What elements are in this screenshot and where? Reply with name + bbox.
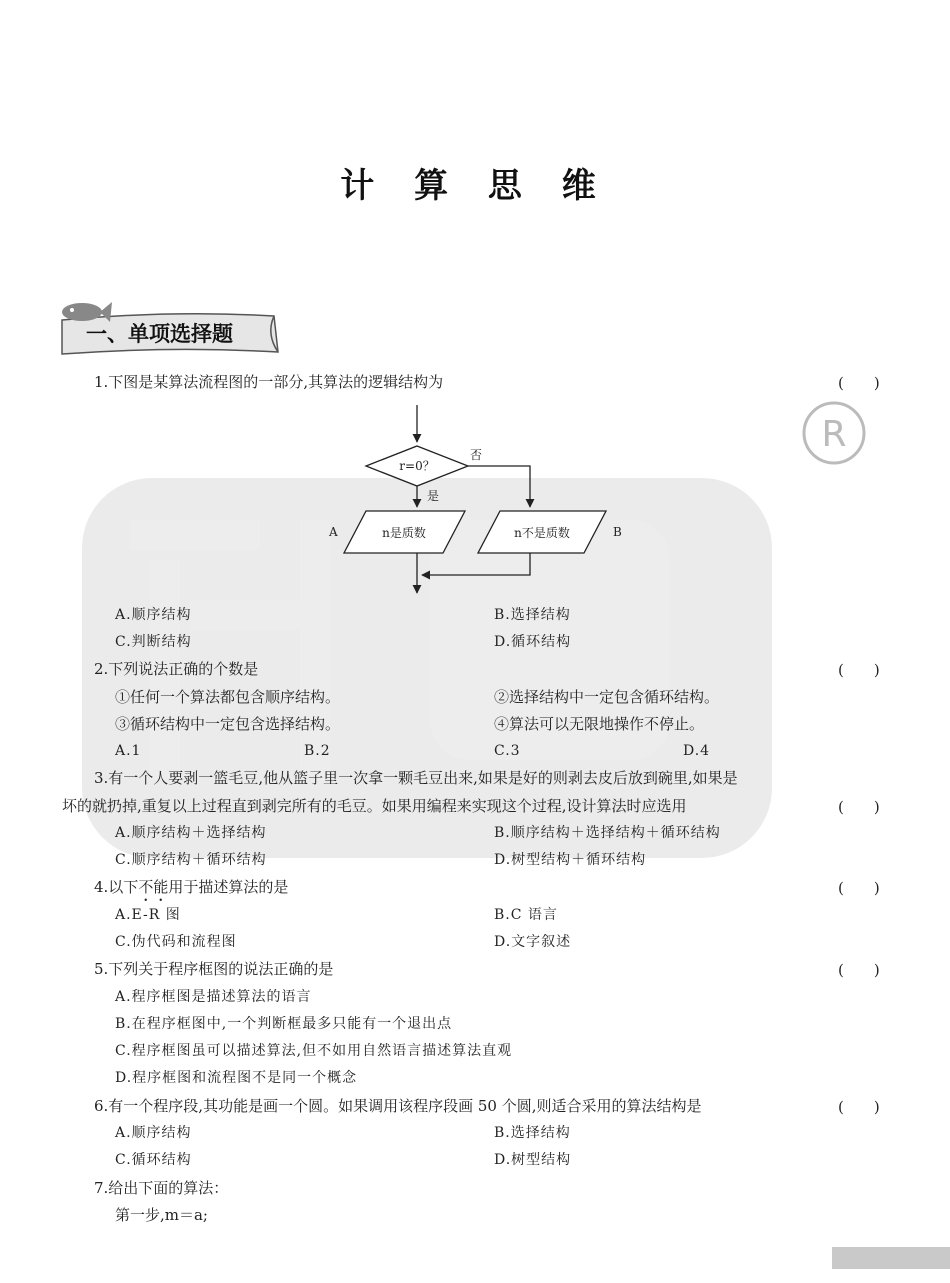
section-heading: 一、单项选择题 bbox=[86, 322, 233, 346]
q6-option-a: A.顺序结构 bbox=[115, 1125, 192, 1141]
q1-option-d: D.循环结构 bbox=[494, 634, 572, 650]
q4-stem bbox=[94, 877, 288, 905]
no-label: 否 bbox=[470, 448, 483, 462]
q3-option-c: C.顺序结构＋循环结构 bbox=[115, 852, 267, 868]
q2-stem: 2.下列说法正确的个数是 bbox=[94, 660, 259, 678]
right-box-label: n不是质数 bbox=[514, 526, 570, 540]
q2-option-d: D.4 bbox=[683, 743, 711, 759]
left-box-label: n是质数 bbox=[382, 526, 426, 540]
q2-statement-2: ②选择结构中一定包含循环结构。 bbox=[494, 688, 720, 706]
q3-option-d: D.树型结构＋循环结构 bbox=[494, 852, 647, 868]
yes-label: 是 bbox=[427, 489, 440, 503]
q6-option-d: D.树型结构 bbox=[494, 1152, 572, 1168]
label-b: B bbox=[613, 525, 622, 539]
q1-option-a: A.顺序结构 bbox=[115, 607, 192, 623]
q3-stem-line1: 3.有一个人要剥一篮毛豆,他从篮子里一次拿一颗毛豆出来,如果是好的则剥去皮后放到碗里,如果是 bbox=[94, 769, 738, 787]
q4-stem-emphasis: 不能 bbox=[138, 878, 169, 896]
q5-option-b: B.在程序框图中,一个判断框最多只能有一个退出点 bbox=[115, 1016, 453, 1032]
decision-label: r=0？ bbox=[399, 459, 435, 473]
registered-mark-icon bbox=[804, 403, 864, 463]
q2-option-c: C.3 bbox=[494, 743, 521, 759]
q4-option-a: A.E-R 图 bbox=[115, 907, 181, 923]
label-a: A bbox=[329, 525, 338, 539]
q3-option-b: B.顺序结构＋选择结构＋循环结构 bbox=[494, 825, 721, 841]
answer-paren: ( ) bbox=[838, 798, 880, 816]
q2-statement-4: ④算法可以无限地操作不停止。 bbox=[494, 715, 705, 733]
q1-stem: 1.下图是某算法流程图的一部分,其算法的逻辑结构为 bbox=[94, 373, 444, 391]
q5-option-c: C.程序框图虽可以描述算法,但不如用自然语言描述算法直观 bbox=[115, 1043, 513, 1059]
q6-stem: 6.有一个程序段,其功能是画一个圆。如果调用该程序段画 50 个圆,则适合采用的算法结构是 bbox=[94, 1097, 702, 1115]
answer-paren: ( ) bbox=[838, 374, 880, 392]
q4-stem-suffix: 用于描述算法的是 bbox=[168, 878, 289, 896]
q6-option-c: C.循环结构 bbox=[115, 1152, 192, 1168]
page-title: 计 算 思 维 bbox=[340, 166, 610, 206]
q1-option-b: B.选择结构 bbox=[494, 607, 571, 623]
q3-option-a: A.顺序结构＋选择结构 bbox=[115, 825, 267, 841]
q2-option-b: B.2 bbox=[304, 743, 331, 759]
q4-option-b: B.C 语言 bbox=[494, 907, 558, 923]
svg-text:R: R bbox=[821, 414, 847, 455]
q7-step-1: 第一步,m＝a; bbox=[115, 1206, 208, 1224]
q6-option-b: B.选择结构 bbox=[494, 1125, 571, 1141]
q5-stem: 5.下列关于程序框图的说法正确的是 bbox=[94, 960, 334, 978]
q2-statement-1: ①任何一个算法都包含顺序结构。 bbox=[115, 688, 341, 706]
q4-option-d: D.文字叙述 bbox=[494, 934, 572, 950]
q4-stem-prefix: 4.以下 bbox=[94, 878, 139, 896]
footer-bar bbox=[832, 1247, 950, 1269]
answer-paren: ( ) bbox=[838, 879, 880, 897]
q4-option-c: C.伪代码和流程图 bbox=[115, 934, 237, 950]
q7-stem: 7.给出下面的算法： bbox=[94, 1179, 229, 1197]
q2-statement-3: ③循环结构中一定包含选择结构。 bbox=[115, 715, 341, 733]
q3-stem-line2: 坏的就扔掉,重复以上过程直到剥完所有的毛豆。如果用编程来实现这个过程,设计算法时应选用 bbox=[62, 797, 687, 815]
q2-option-a: A.1 bbox=[115, 743, 142, 759]
answer-paren: ( ) bbox=[838, 961, 880, 979]
q1-option-c: C.判断结构 bbox=[115, 634, 192, 650]
flowchart bbox=[320, 400, 640, 600]
answer-paren: ( ) bbox=[838, 1098, 880, 1116]
answer-paren: ( ) bbox=[838, 661, 880, 679]
q5-option-a: A.程序框图是描述算法的语言 bbox=[115, 989, 312, 1005]
q5-option-d: D.程序框图和流程图不是同一个概念 bbox=[115, 1070, 358, 1086]
